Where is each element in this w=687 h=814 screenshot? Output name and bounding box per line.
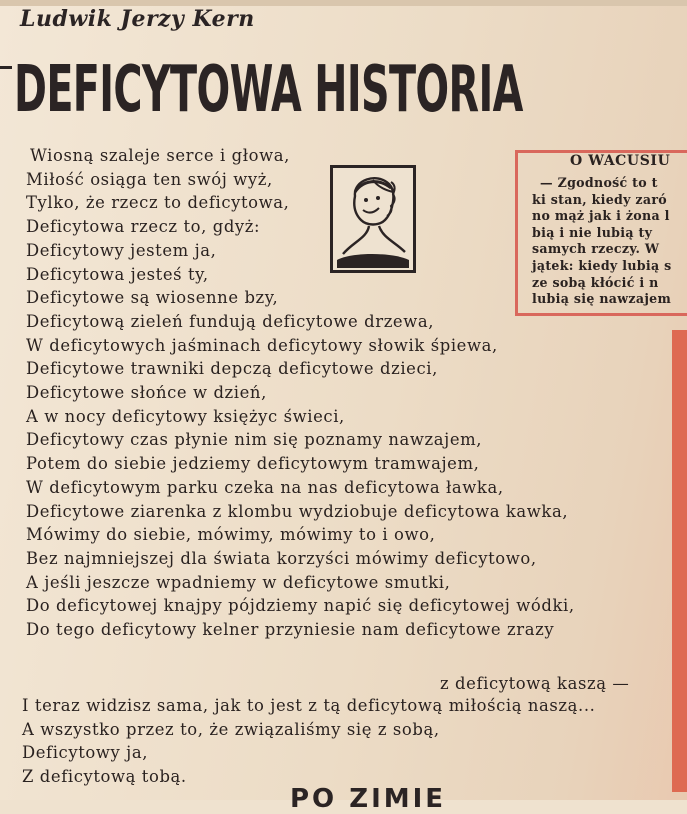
poem-line: A w nocy deficytowy księżyc świeci, — [26, 406, 345, 426]
poem-line: Deficytowe są wiosenne bzy, — [26, 288, 279, 308]
poem-line: Do deficytowej knajpy pójdziemy napić się deficytowej wódki, — [26, 596, 575, 616]
poem-line: I teraz widzisz sama, jak to jest z tą deficytową miłością naszą... — [22, 696, 596, 715]
sidebar-text — [532, 175, 687, 308]
poem-line: Wiosną szaleje serce i głowa, — [30, 146, 290, 165]
sidebar-line: ki stan, kiedy zaró — [532, 191, 667, 207]
poem-line: Bez najmniejszej dla świata korzyści mówimy deficytowo, — [26, 548, 537, 568]
next-article-heading: PO ZIMIE — [290, 784, 447, 814]
poem-line: Deficytowa rzecz to, gdyż: — [26, 217, 261, 237]
poem-line: Deficytowy ja, — [22, 743, 149, 763]
sidebar-line: bią i nie lubią ty — [532, 224, 653, 240]
poem-line: Deficytowa jesteś ty, — [26, 264, 209, 284]
poem-line: Deficytowy jestem ja, — [26, 240, 217, 260]
article-author: Ludwik Jerzy Kern — [20, 6, 255, 32]
poem-line: A jeśli jeszcze wpadniemy w deficytowe smutki, — [26, 572, 451, 592]
poem-line: Miłość osiąga ten swój wyż, — [26, 169, 273, 189]
poem-line: Potem do siebie jedziemy deficytowym tramwajem, — [26, 454, 480, 474]
sidebar-line: — Zgodność to t — [540, 175, 658, 190]
poem-line: z deficytową kaszą — — [440, 674, 630, 693]
portrait-sketch — [330, 165, 416, 273]
poem-line: Z deficytową tobą. — [22, 767, 187, 787]
sidebar-title: O WACUSIU — [570, 153, 671, 169]
sidebar-line: lubią się nawzajem — [532, 291, 672, 307]
poem-line: W deficytowym parku czeka na nas deficytowa ławka, — [26, 477, 504, 497]
poem-line: A wszystko przez to, że związaliśmy się z sobą, — [22, 719, 440, 739]
sidebar-line: samych rzeczy. W — [532, 241, 660, 257]
sidebar-line: jątek: kiedy lubią s — [532, 257, 672, 273]
sidebar-line: no mąż jak i żona l — [532, 208, 670, 224]
title-dash — [0, 66, 12, 69]
margin-color-bar — [672, 330, 687, 792]
poem-line: W deficytowych jaśminach deficytowy słowik śpiewa, — [26, 335, 498, 355]
poem-line: Do tego deficytowy kelner przyniesie nam deficytowe zrazy — [26, 620, 555, 639]
sidebar-box — [515, 150, 687, 316]
poem-line: Deficytowe trawniki depczą deficytowe dzieci, — [26, 359, 438, 379]
poem-line: Tylko, że rzecz to deficytowa, — [26, 193, 290, 213]
poem-line: Mówimy do siebie, mówimy, mówimy to i owo, — [26, 525, 436, 545]
sidebar-line: ze sobą kłócić i n — [532, 274, 659, 290]
poem-line: Deficytowe słońce w dzień, — [26, 383, 267, 402]
woman-face-icon — [333, 168, 413, 270]
poem-line: Deficytowy czas płynie nim się poznamy nawzajem, — [26, 430, 483, 450]
article-title: DEFICYTOWA HISTORIA — [14, 53, 523, 127]
poem-line: Deficytowe ziarenka z klombu wydziobuje deficytowa kawka, — [26, 501, 569, 521]
poem-line: Deficytową zieleń fundują deficytowe drzewa, — [26, 311, 435, 331]
